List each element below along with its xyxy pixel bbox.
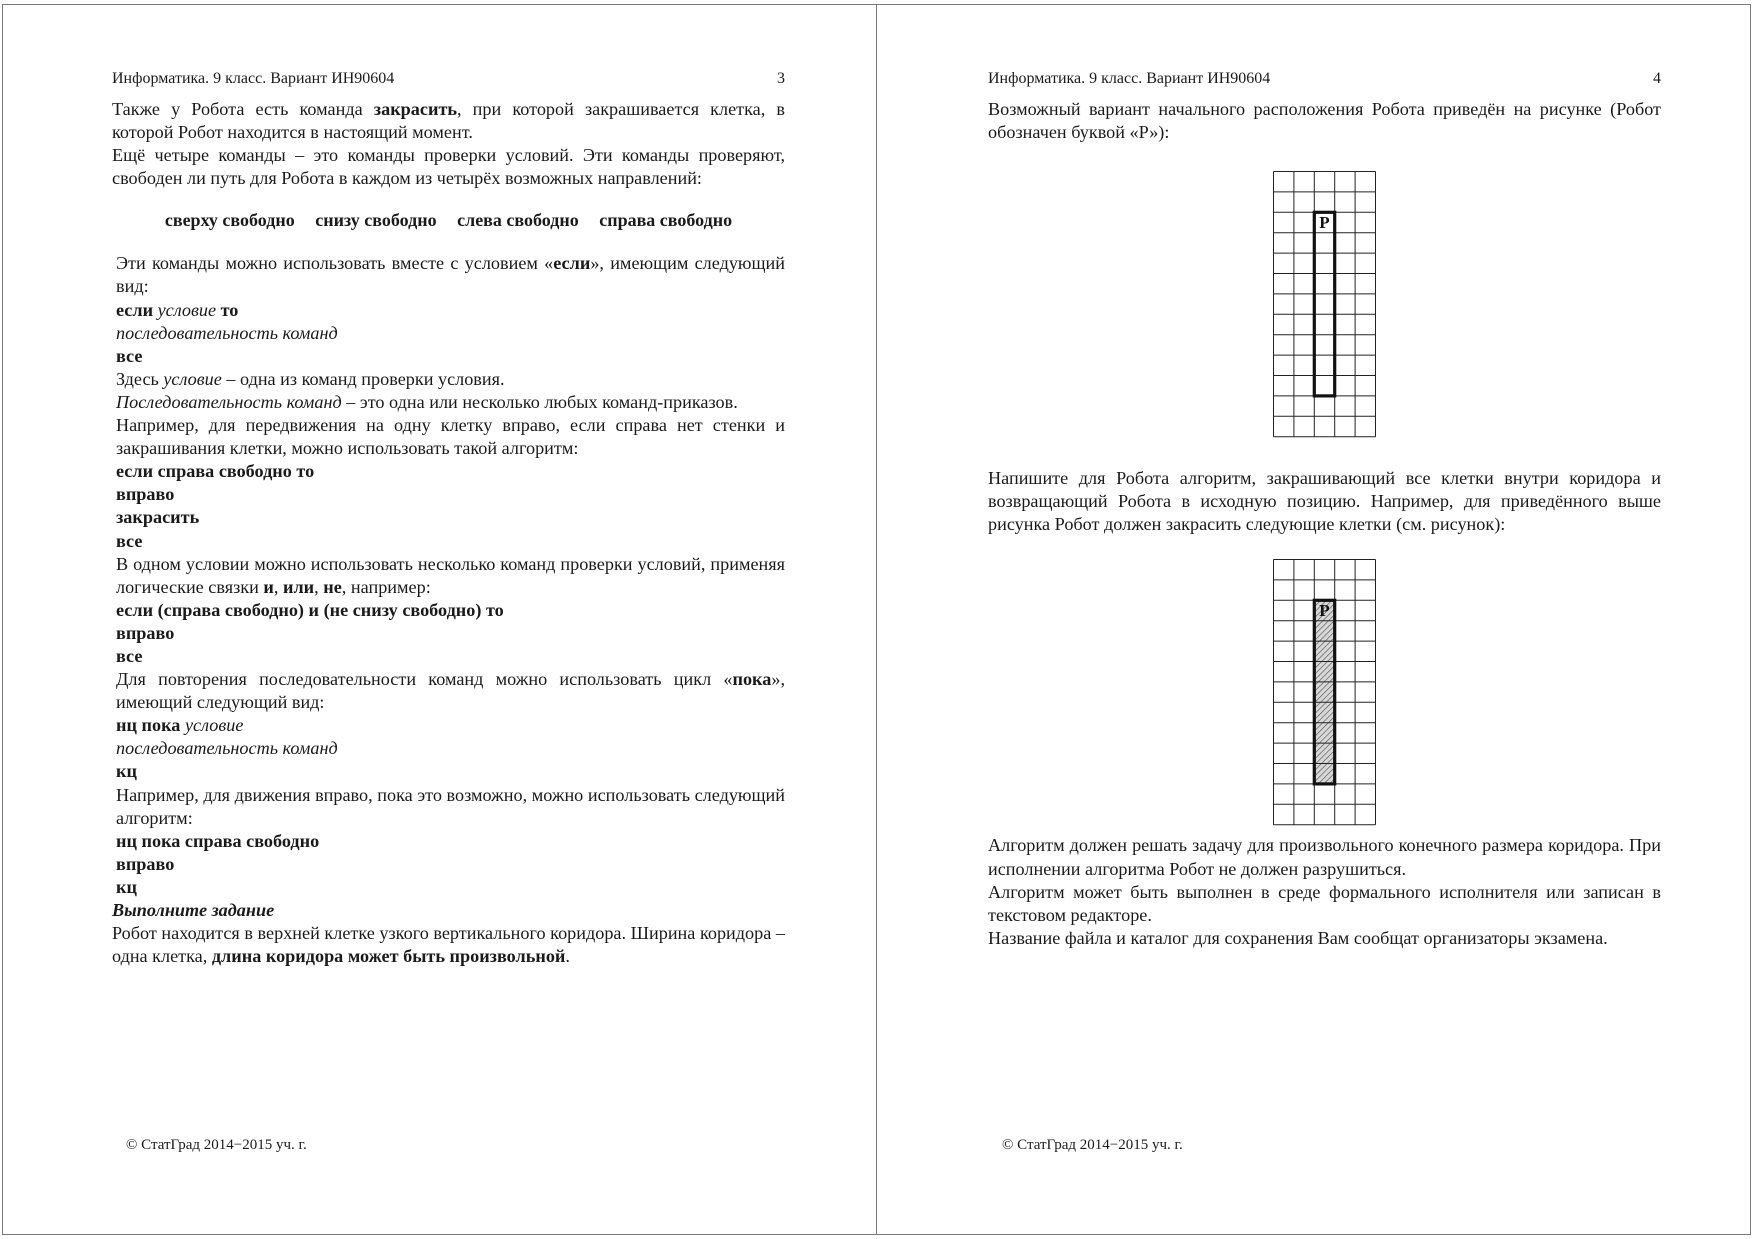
condition-down: снизу свободно: [315, 210, 437, 231]
painted-cell: [1314, 682, 1334, 702]
code-end-keyword: все: [116, 345, 143, 366]
code-line: вправо: [116, 622, 175, 643]
painted-cell: [1314, 621, 1334, 641]
paragraph-environment: Алгоритм может быть выполнен в среде формального исполнителя или записан в текстовом редакторе.: [988, 881, 1661, 925]
painted-cell: [1314, 764, 1334, 784]
code-line: вправо: [116, 853, 175, 874]
page-number: 3: [777, 70, 785, 87]
paragraph-sequence-def: Последовательность команд – это одна или несколько любых команд-приказов.: [116, 391, 738, 412]
code-line: кц: [116, 876, 137, 897]
paragraph-task-statement: Напишите для Робота алгоритм, закрашивающий все клетки внутри коридора и возвращающий Робота в исходную позицию. Например, для приведённого выше рисунка Робот должен закрасить следующие клетки (см. рисунок):: [988, 468, 1661, 535]
corridor-wall: [1314, 212, 1334, 396]
code-loop-end: кц: [116, 761, 137, 782]
paragraph-example-if: Например, для передвижения на одну клетку вправо, если справа нет стенки и закрашивания клетки, можно использовать такой алгоритм:: [116, 415, 785, 459]
paragraph-task-description: Робот находится в верхней клетке узкого вертикального коридора. Ширина коридора – одна клетка, длина коридора может быть произвольной.: [112, 923, 785, 967]
condition-left: слева свободно: [457, 210, 579, 231]
condition-up: сверху свободно: [164, 210, 295, 231]
paragraph-if-intro: Эти команды можно использовать вместе с условием «если», имеющим следующий вид:: [116, 253, 785, 297]
robot-painted-cells-figure: [1272, 558, 1378, 826]
paragraph-condition-def: Здесь условие – одна из команд проверки условия.: [116, 368, 505, 389]
header-title: Информатика. 9 класс. Вариант ИН90604: [988, 70, 1271, 87]
code-line: все: [116, 530, 143, 551]
page-footer: © СтатГрад 2014−2015 уч. г.: [1002, 1137, 1183, 1153]
code-line: если справа свободно то: [116, 461, 315, 482]
painted-cell: [1314, 703, 1334, 723]
page-footer: © СтатГрад 2014−2015 уч. г.: [126, 1137, 307, 1153]
page-header: [112, 70, 785, 88]
code-sequence-line: последовательность команд: [116, 322, 338, 343]
condition-right: справа свободно: [599, 210, 733, 231]
paragraph-example-loop: Например, для движения вправо, пока это возможно, можно использовать следующий алгоритм:: [116, 784, 785, 828]
code-line: закрасить: [116, 507, 200, 528]
paragraph-logic-connectives: В одном условии можно использовать несколько команд проверки условий, применяя логические связки и, или, не, например:: [116, 553, 785, 597]
paragraph-initial-position: Возможный вариант начального расположения Робота приведён на рисунке (Робот обозначен буквой «Р»):: [988, 99, 1661, 143]
paragraph-loop-intro: Для повторения последовательности команд можно использовать цикл «пока», имеющий следующий вид:: [116, 669, 785, 713]
painted-cell: [1314, 642, 1334, 662]
paragraph-paint-command: Также у Робота есть команда закрасить, при которой закрашивается клетка, в которой Робот находится в настоящий момент.: [112, 99, 785, 143]
page-header: [988, 70, 1661, 88]
painted-cell: [1314, 662, 1334, 682]
robot-initial-position-figure: [1272, 170, 1378, 438]
page-3: [112, 0, 785, 1239]
robot-marker: Р: [1318, 601, 1330, 621]
page-number: 4: [1653, 70, 1661, 87]
robot-marker: Р: [1318, 213, 1330, 233]
page-divider: [876, 4, 877, 1235]
code-line: вправо: [116, 484, 175, 505]
page-4: [988, 0, 1661, 1239]
paragraph-requirements: Алгоритм должен решать задачу для произвольного конечного размера коридора. При исполнении алгоритма Робот не должен разрушиться.: [988, 835, 1661, 879]
paragraph-file-info: Название файла и каталог для сохранения Вам сообщат организаторы экзамена.: [988, 927, 1608, 948]
code-loop-line: нц пока условие: [116, 715, 244, 736]
task-heading: Выполните задание: [112, 900, 275, 920]
header-title: Информатика. 9 класс. Вариант ИН90604: [112, 70, 395, 87]
code-if-line: если условие то: [116, 299, 239, 320]
painted-cell: [1314, 744, 1334, 764]
code-line: все: [116, 645, 143, 666]
page-body: [112, 98, 785, 968]
code-sequence-line: последовательность команд: [116, 738, 338, 759]
painted-cell: [1314, 723, 1334, 743]
code-line: нц пока справа свободно: [116, 830, 320, 851]
condition-commands-list: [112, 209, 785, 232]
code-line: если (справа свободно) и (не снизу свободно) то: [116, 599, 504, 620]
paragraph-check-commands: Ещё четыре команды – это команды проверки условий. Эти команды проверяют, свободен ли путь для Робота в каждом из четырёх возможных направлений:: [112, 145, 785, 189]
page-body: [988, 98, 1661, 950]
